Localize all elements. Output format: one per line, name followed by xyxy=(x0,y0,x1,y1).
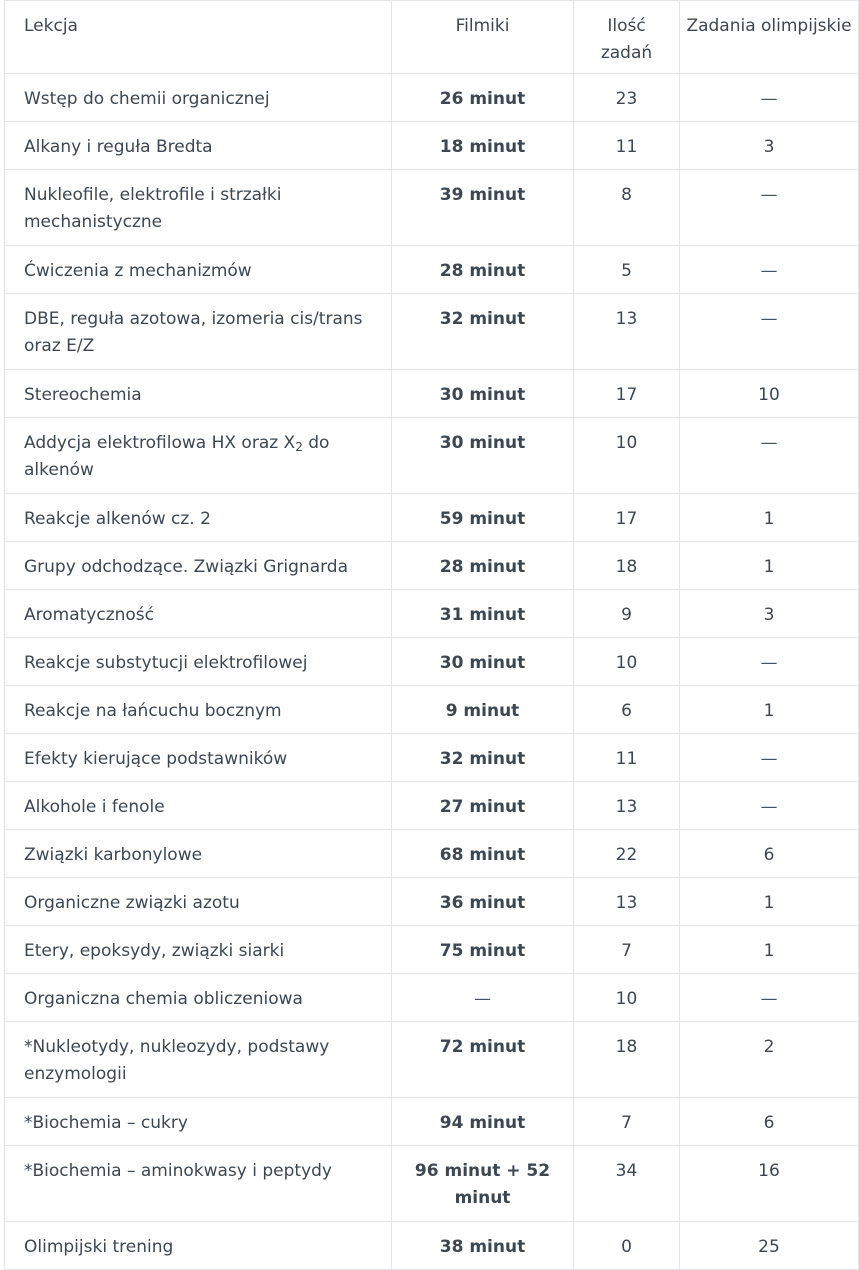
tasks-cell: 5 xyxy=(574,246,680,294)
videos-cell: 36 minut xyxy=(392,878,574,926)
lesson-cell: *Biochemia – aminokwasy i peptydy xyxy=(5,1146,392,1222)
olympiad-cell: 16 xyxy=(680,1146,859,1222)
tasks-cell: 6 xyxy=(574,686,680,734)
tasks-cell: 18 xyxy=(574,1022,680,1098)
subscript-2: 2 xyxy=(295,440,303,454)
table-row xyxy=(5,974,859,1022)
videos-cell: 75 minut xyxy=(392,926,574,974)
table-row xyxy=(5,782,859,830)
lesson-cell: Olimpijski trening xyxy=(5,1222,392,1270)
tasks-cell: 13 xyxy=(574,782,680,830)
tasks-cell: 17 xyxy=(574,494,680,542)
olympiad-cell: 3 xyxy=(680,590,859,638)
videos-cell: 18 minut xyxy=(392,122,574,170)
olympiad-cell: 1 xyxy=(680,878,859,926)
lesson-text-pre: Addycja elektrofilowa HX oraz X xyxy=(24,433,296,453)
videos-cell: 32 minut xyxy=(392,734,574,782)
table-row xyxy=(5,122,859,170)
lesson-cell: Stereochemia xyxy=(5,370,392,418)
olympiad-cell: 1 xyxy=(680,494,859,542)
videos-cell: 31 minut xyxy=(392,590,574,638)
table-header-row xyxy=(5,1,859,74)
olympiad-cell: 1 xyxy=(680,542,859,590)
videos-cell: 96 minut + 52 minut xyxy=(392,1146,574,1222)
header-videos: Filmiki xyxy=(392,1,574,74)
lesson-cell: *Biochemia – cukry xyxy=(5,1098,392,1146)
lesson-cell: Organiczna chemia obliczeniowa xyxy=(5,974,392,1022)
lesson-cell: Alkohole i fenole xyxy=(5,782,392,830)
tasks-cell: 22 xyxy=(574,830,680,878)
tasks-cell: 13 xyxy=(574,294,680,370)
olympiad-cell: 1 xyxy=(680,686,859,734)
lesson-cell: *Nukleotydy, nukleozydy, podstawy enzymologii xyxy=(5,1022,392,1098)
videos-cell: 59 minut xyxy=(392,494,574,542)
olympiad-cell: 25 xyxy=(680,1222,859,1270)
videos-cell: 9 minut xyxy=(392,686,574,734)
videos-cell: 39 minut xyxy=(392,170,574,246)
olympiad-cell: — xyxy=(680,782,859,830)
tasks-cell: 10 xyxy=(574,418,680,494)
table-row xyxy=(5,170,859,246)
table-row xyxy=(5,1098,859,1146)
videos-cell: 72 minut xyxy=(392,1022,574,1098)
videos-cell: 26 minut xyxy=(392,74,574,122)
videos-cell: 30 minut xyxy=(392,418,574,494)
lesson-cell: Efekty kierujące podstawników xyxy=(5,734,392,782)
olympiad-cell: — xyxy=(680,246,859,294)
lesson-cell: Ćwiczenia z mechanizmów xyxy=(5,246,392,294)
table-row xyxy=(5,542,859,590)
lesson-cell: Etery, epoksydy, związki siarki xyxy=(5,926,392,974)
videos-cell: 94 minut xyxy=(392,1098,574,1146)
videos-cell: 32 minut xyxy=(392,294,574,370)
lesson-cell: Reakcje alkenów cz. 2 xyxy=(5,494,392,542)
tasks-cell: 17 xyxy=(574,370,680,418)
lesson-cell: Związki karbonylowe xyxy=(5,830,392,878)
table-row xyxy=(5,294,859,370)
table-row xyxy=(5,1146,859,1222)
tasks-cell: 11 xyxy=(574,734,680,782)
tasks-cell: 13 xyxy=(574,878,680,926)
table-row xyxy=(5,1222,859,1270)
olympiad-cell: — xyxy=(680,294,859,370)
lesson-cell xyxy=(5,418,392,494)
table-row xyxy=(5,418,859,494)
tasks-cell: 18 xyxy=(574,542,680,590)
header-task-count: Ilość zadań xyxy=(574,1,680,74)
lessons-table xyxy=(4,0,859,1270)
table-row xyxy=(5,1022,859,1098)
lesson-cell: Organiczne związki azotu xyxy=(5,878,392,926)
videos-cell: 28 minut xyxy=(392,542,574,590)
olympiad-cell: 6 xyxy=(680,1098,859,1146)
videos-cell: 30 minut xyxy=(392,370,574,418)
table-row xyxy=(5,734,859,782)
lesson-cell: DBE, reguła azotowa, izomeria cis/trans oraz E/Z xyxy=(5,294,392,370)
table-row xyxy=(5,246,859,294)
olympiad-cell: — xyxy=(680,974,859,1022)
olympiad-cell: — xyxy=(680,734,859,782)
olympiad-cell: 6 xyxy=(680,830,859,878)
videos-cell: 28 minut xyxy=(392,246,574,294)
tasks-cell: 0 xyxy=(574,1222,680,1270)
table-row xyxy=(5,74,859,122)
tasks-cell: 8 xyxy=(574,170,680,246)
lesson-cell: Grupy odchodzące. Związki Grignarda xyxy=(5,542,392,590)
tasks-cell: 23 xyxy=(574,74,680,122)
olympiad-cell: — xyxy=(680,170,859,246)
videos-cell: 38 minut xyxy=(392,1222,574,1270)
lesson-cell: Reakcje na łańcuchu bocznym xyxy=(5,686,392,734)
tasks-cell: 11 xyxy=(574,122,680,170)
table-row xyxy=(5,370,859,418)
lesson-cell: Alkany i reguła Bredta xyxy=(5,122,392,170)
videos-cell: 27 minut xyxy=(392,782,574,830)
table-row xyxy=(5,830,859,878)
videos-cell: 68 minut xyxy=(392,830,574,878)
tasks-cell: 10 xyxy=(574,638,680,686)
olympiad-cell: — xyxy=(680,638,859,686)
lesson-cell: Nukleofile, elektrofile i strzałki mechanistyczne xyxy=(5,170,392,246)
olympiad-cell: 2 xyxy=(680,1022,859,1098)
lesson-text-post: do alkenów xyxy=(24,433,330,480)
tasks-cell: 7 xyxy=(574,926,680,974)
lesson-cell: Reakcje substytucji elektrofilowej xyxy=(5,638,392,686)
olympiad-cell: 1 xyxy=(680,926,859,974)
table-row xyxy=(5,494,859,542)
lesson-cell: Wstęp do chemii organicznej xyxy=(5,74,392,122)
tasks-cell: 34 xyxy=(574,1146,680,1222)
tasks-cell: 9 xyxy=(574,590,680,638)
table-row xyxy=(5,878,859,926)
olympiad-cell: — xyxy=(680,74,859,122)
tasks-cell: 7 xyxy=(574,1098,680,1146)
table-row xyxy=(5,926,859,974)
olympiad-cell: 10 xyxy=(680,370,859,418)
videos-cell: 30 minut xyxy=(392,638,574,686)
olympiad-cell: 3 xyxy=(680,122,859,170)
table-row xyxy=(5,638,859,686)
olympiad-cell: — xyxy=(680,418,859,494)
lesson-cell: Aromatyczność xyxy=(5,590,392,638)
header-lesson: Lekcja xyxy=(5,1,392,74)
table-row xyxy=(5,590,859,638)
header-olympiad-tasks: Zadania olimpijskie xyxy=(680,1,859,74)
videos-cell: — xyxy=(392,974,574,1022)
tasks-cell: 10 xyxy=(574,974,680,1022)
table-row xyxy=(5,686,859,734)
